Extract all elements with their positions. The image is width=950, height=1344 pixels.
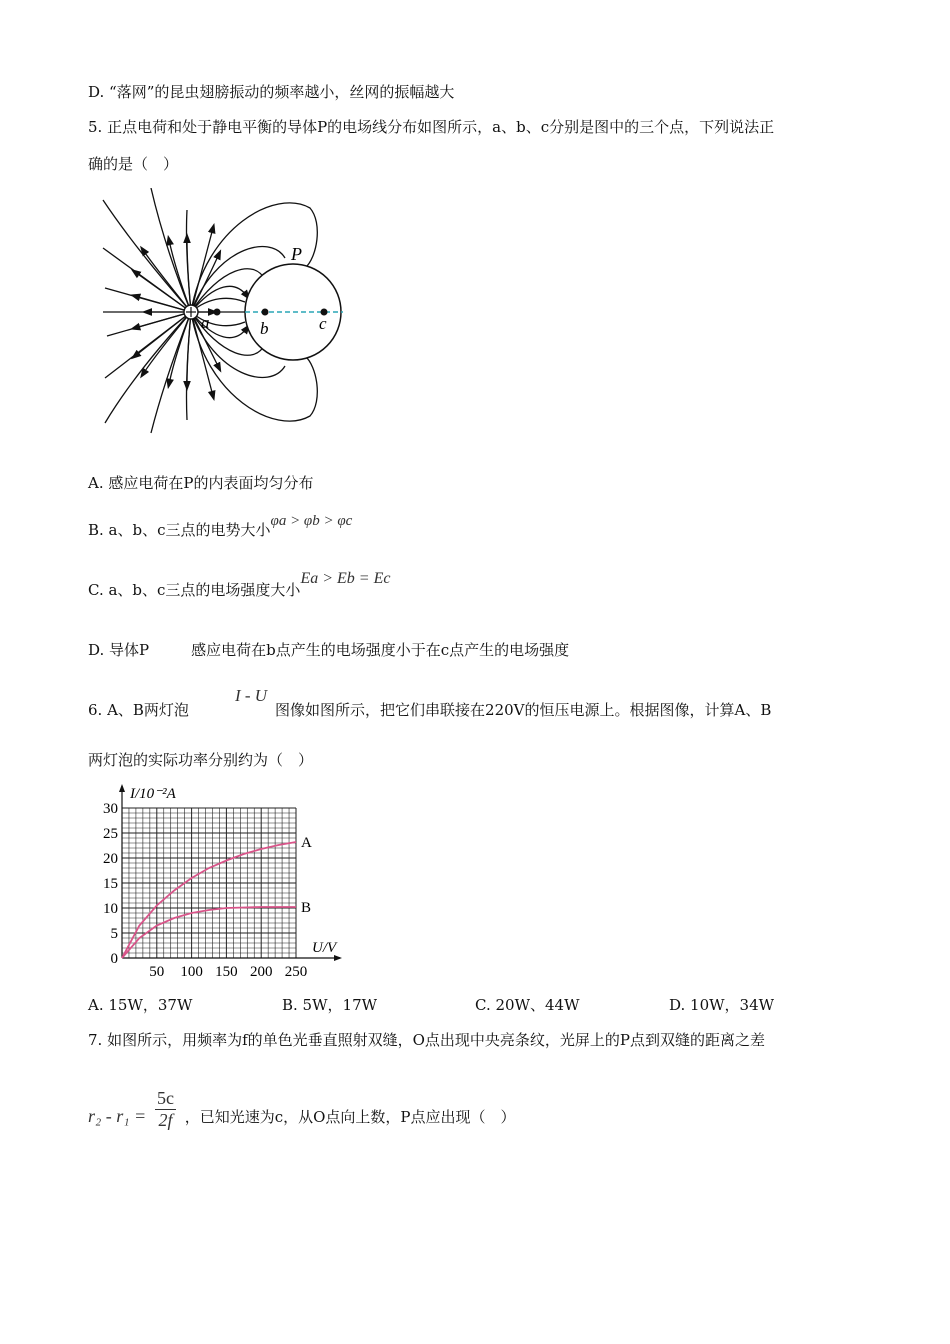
- x-tick-label: 200: [249, 964, 273, 980]
- q5-option-b-math: φa > φb > φc: [270, 513, 353, 529]
- q7-formula-den: 2f: [158, 1110, 173, 1130]
- q5-option-c-math: Ea > Eb = Ec: [300, 570, 391, 587]
- series-B-label: B: [301, 900, 312, 916]
- label-P: P: [291, 244, 302, 264]
- q7-stem-line2: ，已知光速为c，从O点向上数，P点应出现（ ）: [184, 1107, 516, 1126]
- q6-stem-prefix: 6. A、B两灯泡: [88, 701, 189, 719]
- q6-option-d: D. 10W，34W: [669, 996, 775, 1014]
- q5-option-d-rest: 感应电荷在b点产生的电场强度小于在c点产生的电场强度: [191, 641, 570, 659]
- q5-field-figure: [95, 188, 355, 438]
- q5-stem-line2: 确的是（ ）: [88, 155, 179, 173]
- q7-stem-line1: 7. 如图所示，用频率为f的单色光垂直照射双缝，O点出现中央亮条纹，光屏上的P点到双缝的距离之差: [88, 1031, 766, 1049]
- y-axis-arrow: [119, 784, 125, 792]
- x-tick-label: 100: [180, 964, 203, 980]
- x-tick-label: 250: [284, 964, 308, 980]
- x-tick-label: 150: [215, 964, 238, 980]
- q5-option-a: A. 感应电荷在P的内表面均匀分布: [88, 474, 314, 492]
- y-tick-label: 15: [103, 876, 118, 892]
- q5-option-d: [88, 640, 569, 660]
- label-a: a: [201, 313, 210, 332]
- iu-chart: [88, 784, 358, 984]
- q7-formula-lhs: r₂ - r₁ =: [88, 1105, 147, 1126]
- q6-option-a: A. 15W，37W: [88, 996, 193, 1014]
- series-A-line: [122, 842, 296, 958]
- q5-stem-line1: 5. 正点电荷和处于静电平衡的导体P的电场线分布如图所示，a、b、c分别是图中的三个点，下列说法正: [88, 118, 775, 136]
- q5-option-c-text: C. a、b、c三点的电场强度大小: [88, 581, 301, 599]
- point-a: [214, 309, 221, 316]
- q6-option-c: C. 20W、44W: [475, 996, 580, 1014]
- y-tick-label: 20: [103, 851, 118, 867]
- q5-option-b: [88, 513, 353, 541]
- point-b: [262, 309, 269, 316]
- q5-option-d-prefix: D. 导体P: [88, 641, 150, 659]
- q6-stem-line2: 两灯泡的实际功率分别约为（ ）: [88, 751, 314, 769]
- x-tick-label: 50: [149, 964, 165, 980]
- q5-option-c: [88, 570, 391, 601]
- q4-option-d: D. “落网”的昆虫翅膀振动的频率越小，丝网的振幅越大: [88, 83, 455, 101]
- y-tick-label: 25: [103, 826, 118, 842]
- y-tick-label: 10: [103, 901, 118, 917]
- q7-formula-num: 5c: [156, 1088, 174, 1108]
- label-c: c: [319, 314, 327, 333]
- q6-stem-line1: [88, 686, 772, 720]
- q6-stem-suffix: 图像如图所示，把它们串联接在220V的恒压电源上。根据图像，计算A、B: [275, 701, 772, 719]
- q6-stem-math: I - U: [234, 686, 268, 705]
- q6-option-b: B. 5W，17W: [282, 996, 378, 1014]
- q7-formula-line: [88, 1088, 516, 1131]
- y-tick-label: 30: [103, 801, 118, 817]
- q7-fraction: [155, 1088, 176, 1131]
- x-axis-label: U/V: [312, 940, 337, 956]
- y-tick-label: 5: [110, 926, 118, 942]
- y-axis-label: I/10⁻²A: [130, 786, 176, 802]
- y-tick-label: 0: [110, 951, 118, 967]
- label-b: b: [260, 319, 269, 338]
- q5-option-b-text: B. a、b、c三点的电势大小: [88, 521, 271, 539]
- series-A-label: A: [301, 835, 312, 851]
